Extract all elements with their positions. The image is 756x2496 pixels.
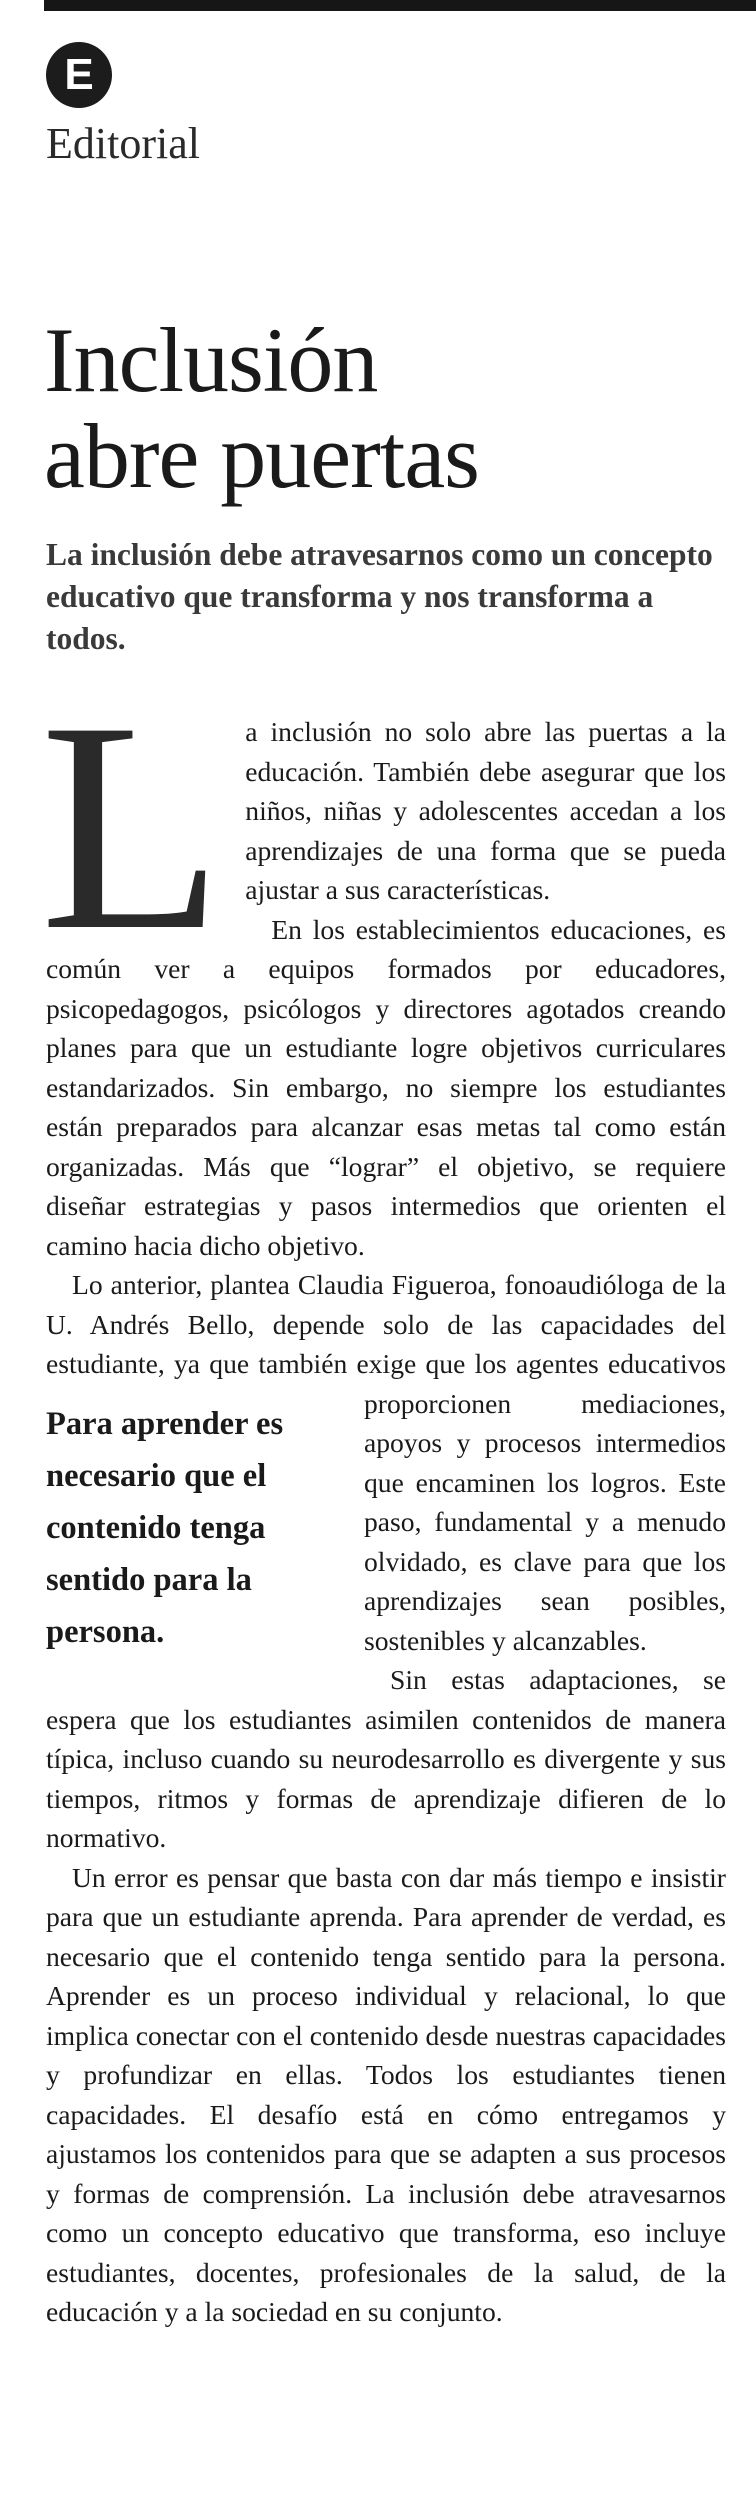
headline bbox=[44, 309, 479, 507]
paragraph-4: Sin estas adaptaciones, se espera que los estudiantes asimilen contenidos de manera típica, incluso cuando su neurodesarrollo es divergente y sus tiempos, ritmos y formas de aprendizaje difieren de lo normativo. bbox=[46, 1664, 726, 1853]
paragraph-3 bbox=[46, 1265, 726, 1660]
paragraph-3-text-start: Lo anterior, plantea Claudia Figueroa, fonoaudióloga de la U. Andrés Bello, depende solo de las capacidades del estudiante, ya que también exige que los agentes educativos proporcionen mediaciones, bbox=[46, 1269, 726, 1419]
headline-line-1: Inclusión bbox=[44, 309, 378, 411]
paragraph-3-text-end: apoyos y procesos intermedios que encaminen los logros. Este paso, fundamental y a menudo olvidado, es clave para que los aprendizajes sean posibles, sostenibles y alcanzables. bbox=[364, 1427, 726, 1656]
section-label: Editorial bbox=[46, 119, 200, 168]
top-rule bbox=[44, 0, 756, 11]
paragraph-5: Un error es pensar que basta con dar más tiempo e insistir para que un estudiante aprenda. Para aprender de verdad, es necesario que el contenido tenga sentido para la persona. Aprender es un proceso individual y relacional, lo que implica conectar con el contenido desde nuestras capacidades y profundizar en ellas. Todos los estudiantes tienen capacidades. El desafío está en cómo entregamos y ajustamos los contenidos para que se adapten a sus procesos y formas de comprensión. La inclusión debe atravesarnos como un concepto educativo que transforma, eso incluye estudiantes, docentes, profesionales de la salud, de la educación y a la sociedad en su conjunto. bbox=[46, 1861, 726, 2327]
paragraph-2: En los establecimientos educaciones, es común ver a equipos formados por educadores, psicopedagogos, psicólogos y directores agotados creando planes para que un estudiante logre objetivos curriculares estandarizados. Sin embargo, no siempre los estudiantes están preparados para alcanzar esas metas tal como están organizadas. Más que “lograr” el objetivo, se requiere diseñar estrategias y pasos intermedios que orienten el camino hacia dicho objetivo. bbox=[46, 913, 726, 1261]
pull-quote: Para aprender es necesario que el contenido tenga sentido para la persona. bbox=[46, 1405, 284, 1650]
paragraph-1-text: a inclusión no solo abre las puertas a la educación. También debe asegurar que los niños, niñas y adolescentes accedan a los aprendizajes de una forma que se pueda ajustar a sus características. bbox=[245, 716, 726, 905]
drop-cap: L bbox=[40, 660, 224, 992]
article-body bbox=[40, 660, 726, 2332]
headline-line-2: abre puertas bbox=[44, 405, 479, 507]
paragraph-1 bbox=[40, 660, 726, 992]
section-badge: E bbox=[46, 42, 112, 108]
deck: La inclusión debe atravesarnos como un concepto educativo que transforma y nos transforma a todos. bbox=[46, 537, 713, 656]
